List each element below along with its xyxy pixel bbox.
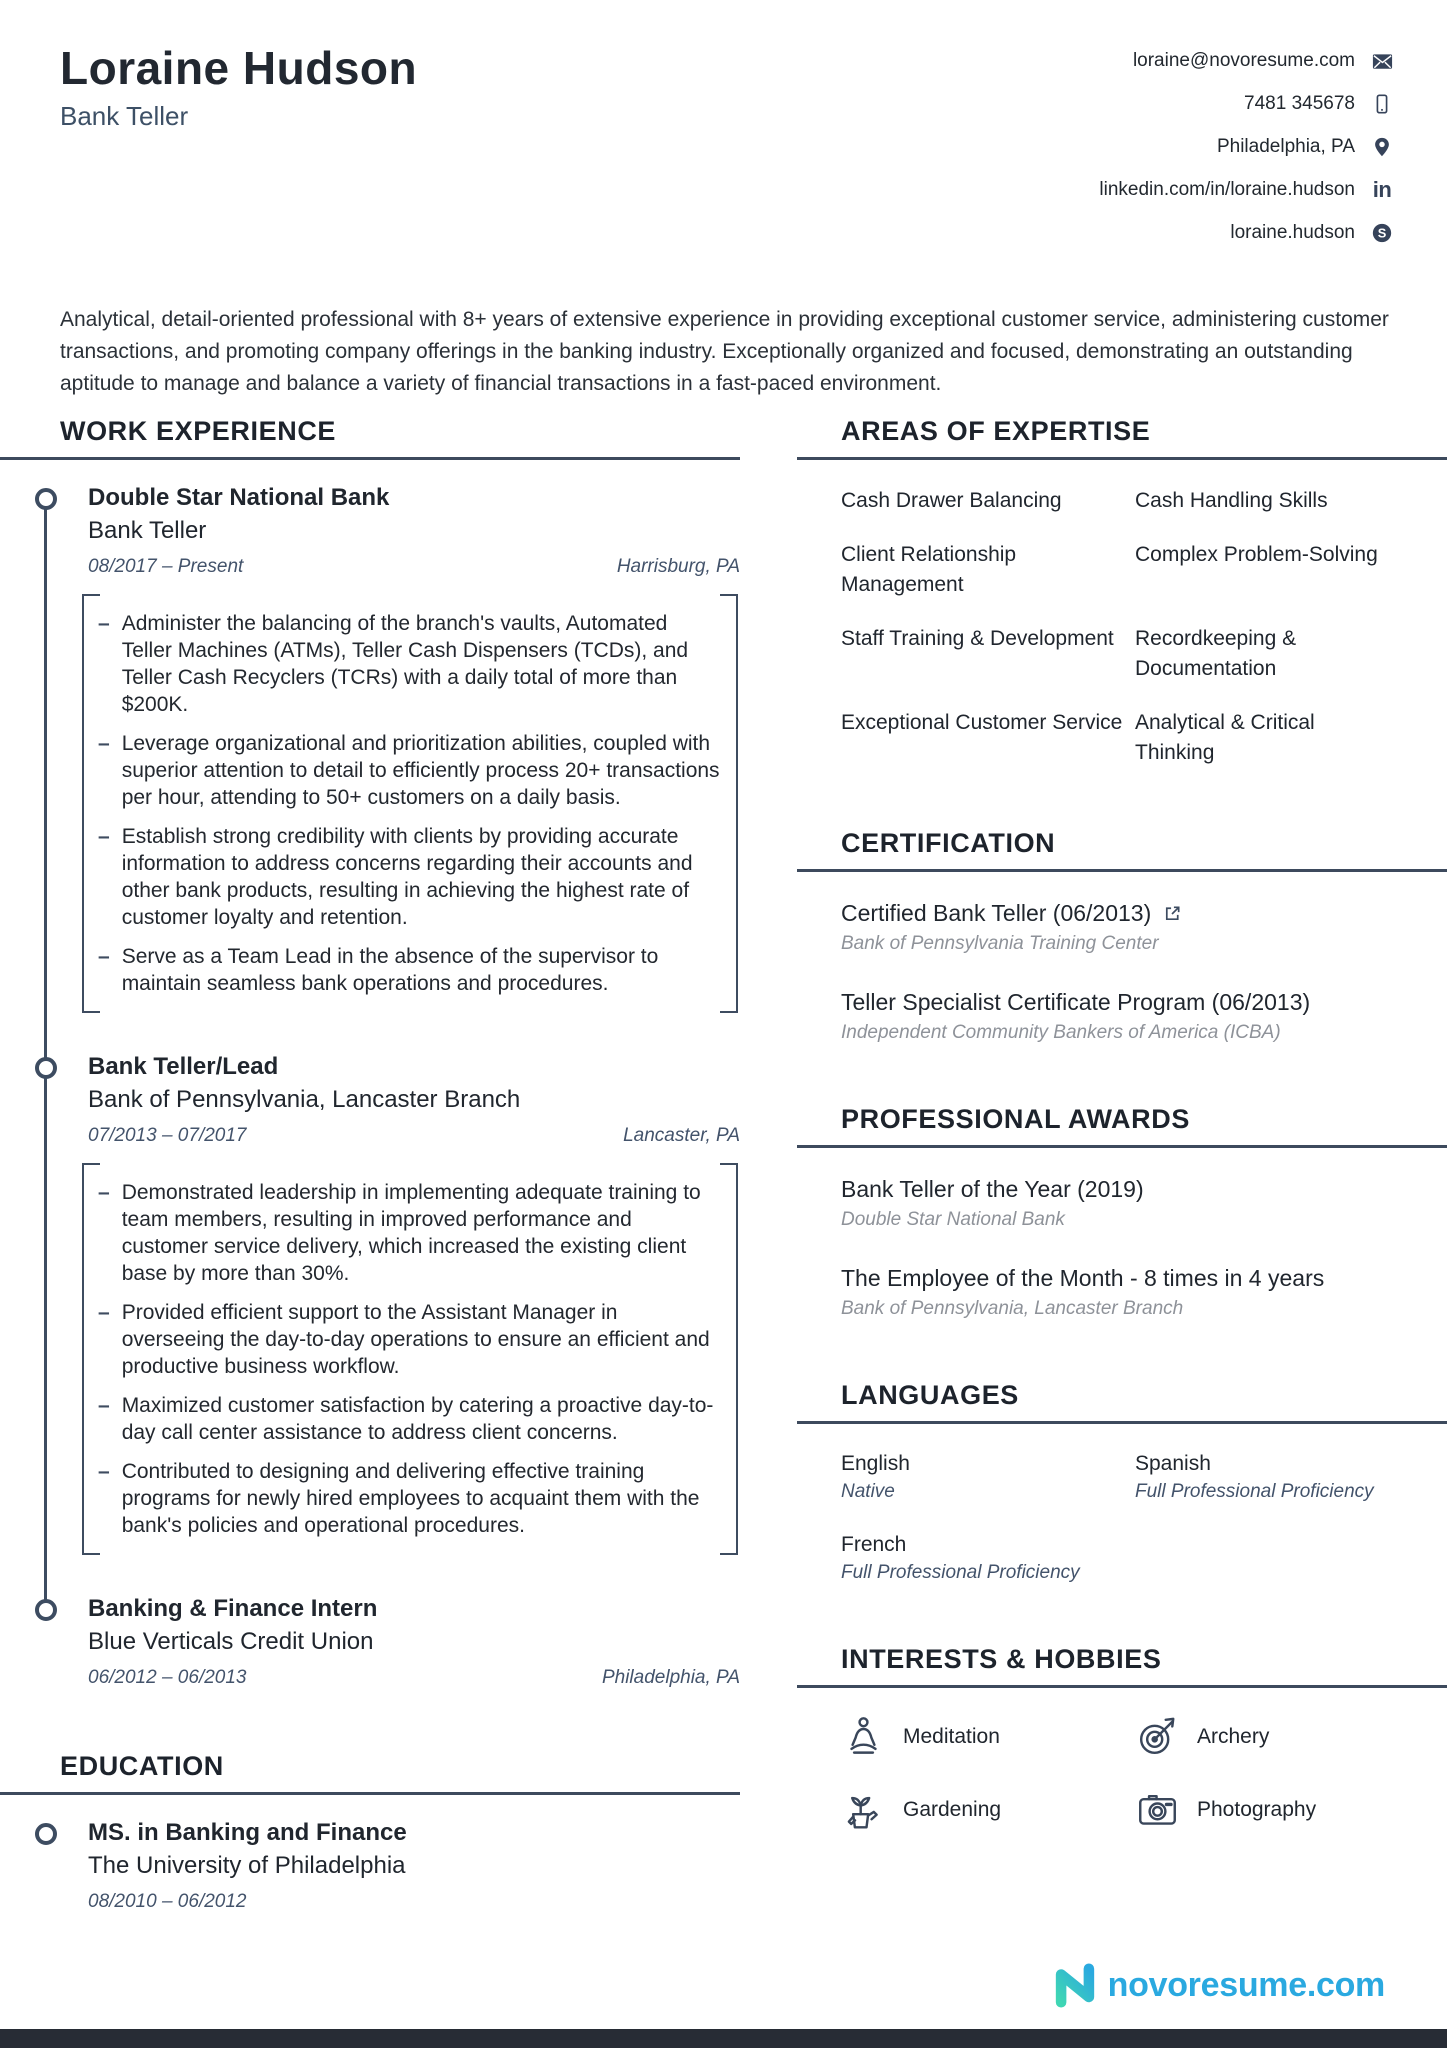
work-entry-dates: 08/2017 – Present — [88, 556, 244, 577]
section-rule — [0, 457, 740, 460]
timeline-node-icon — [35, 1599, 57, 1621]
bullet-item — [98, 1179, 720, 1287]
email-icon — [1369, 50, 1395, 73]
bullet-item — [98, 823, 720, 931]
languages-section-title: LANGUAGES — [841, 1380, 1019, 1410]
bullet-text: Provided efficient support to the Assistant Manager in overseeing the day-to-day operations to ensure an efficient and productive business workflow. — [121, 1301, 710, 1378]
section-languages — [797, 1380, 1447, 1584]
contact-skype[interactable] — [1099, 220, 1395, 246]
contact-email[interactable] — [1099, 48, 1395, 74]
work-entry-location: Harrisburg, PA — [616, 556, 740, 577]
hobby-label: Photography — [1197, 1797, 1317, 1821]
language-level: Full Professional Proficiency — [841, 1562, 1080, 1583]
work-entry-meta — [88, 1667, 740, 1689]
education-school: The University of Philadelphia — [88, 1852, 406, 1879]
hobbies-grid — [841, 1714, 1395, 1832]
bullet-dash: – — [98, 732, 110, 755]
bullet-dash: – — [98, 1394, 110, 1417]
awards-section-title: PROFESSIONAL AWARDS — [841, 1104, 1190, 1134]
timeline-node-icon — [35, 1057, 57, 1079]
work-entry — [0, 1595, 740, 1689]
skill-item: Complex Problem-Solving — [1135, 543, 1378, 566]
novoresume-logo-icon — [1052, 1962, 1098, 2008]
section-rule — [797, 1145, 1447, 1148]
work-entry-meta — [88, 1125, 740, 1147]
contact-list — [1099, 44, 1395, 246]
bullet-dash: – — [98, 1460, 110, 1483]
language-item — [841, 1452, 1135, 1503]
section-expertise — [797, 416, 1447, 768]
bullet-item — [98, 943, 720, 997]
languages-grid — [841, 1452, 1395, 1584]
work-entry-subheading: Blue Verticals Credit Union — [88, 1628, 374, 1655]
certification-org: Bank of Pennsylvania Training Center — [841, 933, 1159, 954]
timeline-node-icon — [35, 1823, 57, 1845]
contact-linkedin[interactable] — [1099, 177, 1395, 203]
language-name: English — [841, 1452, 910, 1475]
education-degree: MS. in Banking and Finance — [88, 1819, 407, 1846]
work-entry-location: Philadelphia, PA — [601, 1667, 740, 1688]
svg-text:S: S — [1377, 225, 1387, 241]
work-entry-heading: Double Star National Bank — [88, 484, 390, 511]
hobby-item — [841, 1714, 1135, 1759]
columns — [0, 416, 1447, 1913]
bullet-text: Maximized customer satisfaction by catering a proactive day-to-day call center assistance to address client concerns. — [121, 1394, 714, 1444]
certification-section-title: CERTIFICATION — [841, 828, 1056, 858]
language-level: Full Professional Proficiency — [1135, 1481, 1374, 1502]
hobby-label: Meditation — [903, 1724, 1000, 1748]
section-rule — [797, 1685, 1447, 1688]
section-certification — [797, 828, 1447, 1044]
work-entry-subheading: Bank Teller — [88, 517, 207, 544]
header — [0, 0, 1447, 246]
work-entry-dates: 06/2012 – 06/2013 — [88, 1667, 247, 1688]
meditation-icon — [841, 1714, 886, 1759]
phone-icon — [1369, 93, 1395, 115]
hobby-item — [1135, 1714, 1395, 1759]
award-name: The Employee of the Month - 8 times in 4 years — [841, 1265, 1325, 1291]
left-column — [0, 416, 740, 1913]
skill-item: Client Relationship Management — [841, 543, 1017, 596]
section-rule — [0, 1792, 740, 1795]
work-entry-subheading: Bank of Pennsylvania, Lancaster Branch — [88, 1086, 521, 1113]
bullet-text: Demonstrated leadership in implementing adequate training to team members, resulting in improved performance and customer service delivery, which increased the existing client base by more than 30%. — [121, 1181, 701, 1285]
bullet-dash: – — [98, 1301, 110, 1324]
timeline-connector — [44, 1077, 47, 1601]
bullet-dash: – — [98, 825, 110, 848]
education-timeline — [0, 1819, 740, 1913]
location-pin-icon — [1369, 136, 1395, 158]
certification-item — [841, 989, 1395, 1044]
education-section-title: EDUCATION — [60, 1751, 224, 1781]
contact-email-value[interactable]: loraine@novoresume.com — [1132, 50, 1355, 71]
work-entry-location: Lancaster, PA — [623, 1125, 740, 1146]
skype-icon — [1369, 222, 1395, 244]
skill-item: Staff Training & Development — [841, 627, 1114, 650]
section-rule — [797, 869, 1447, 872]
bullet-item — [98, 1299, 720, 1380]
work-section-title: WORK EXPERIENCE — [60, 416, 337, 446]
bullet-item — [98, 1392, 720, 1446]
hobby-label: Archery — [1197, 1724, 1270, 1748]
contact-phone — [1099, 91, 1395, 117]
hobby-label: Gardening — [903, 1797, 1002, 1821]
award-name: Bank Teller of the Year (2019) — [841, 1176, 1144, 1202]
external-link-icon[interactable] — [1163, 904, 1182, 923]
right-column — [797, 416, 1447, 1913]
novoresume-brand-link[interactable] — [1052, 1962, 1385, 2008]
archery-icon — [1135, 1714, 1180, 1759]
education-entry — [0, 1819, 740, 1913]
language-name: Spanish — [1135, 1452, 1211, 1475]
work-entry — [0, 1053, 740, 1555]
work-entry-heading: Bank Teller/Lead — [88, 1053, 279, 1080]
section-education — [0, 1751, 740, 1913]
work-entry-heading: Banking & Finance Intern — [88, 1595, 378, 1622]
certification-org: Independent Community Bankers of America (ICBA) — [841, 1022, 1281, 1043]
section-rule — [797, 457, 1447, 460]
person-name: Loraine Hudson — [60, 42, 418, 94]
bullet-dash: – — [98, 612, 110, 635]
certification-name: Certified Bank Teller (06/2013) — [841, 900, 1152, 926]
expertise-section-title: AREAS OF EXPERTISE — [841, 416, 1151, 446]
work-timeline — [0, 484, 740, 1689]
hobby-item — [841, 1787, 1135, 1832]
section-hobbies — [797, 1644, 1447, 1832]
bullet-text: Administer the balancing of the branch's vaults, Automated Teller Machines (ATMs), Teller Cash Dispensers (TCDs), and Teller Cash Recyclers (TCRs) with a daily total of more than $200K. — [121, 612, 689, 716]
skills-grid — [841, 486, 1395, 768]
work-entry-meta — [88, 556, 740, 578]
hobby-item — [1135, 1787, 1395, 1832]
section-work-experience — [0, 416, 740, 1689]
bullet-text: Contributed to designing and delivering effective training programs for newly hired employees to acquaint them with the bank's policies and operational procedures. — [121, 1460, 700, 1537]
person-job-title: Bank Teller — [60, 101, 189, 132]
education-meta — [88, 1891, 740, 1913]
gardening-icon — [841, 1787, 886, 1832]
brand-text[interactable]: novoresume.com — [1107, 1965, 1385, 2004]
contact-location — [1099, 134, 1395, 160]
award-org: Bank of Pennsylvania, Lancaster Branch — [841, 1298, 1184, 1319]
contact-location-value: Philadelphia, PA — [1216, 136, 1355, 157]
skill-item: Recordkeeping & Documentation — [1135, 627, 1297, 680]
skill-item: Cash Handling Skills — [1135, 489, 1328, 512]
section-rule — [797, 1421, 1447, 1424]
work-bullet-list — [82, 594, 738, 1013]
profile-summary: Analytical, detail-oriented professional with 8+ years of extensive experience in providing exceptional customer service, administering customer transactions, and promoting company offerings in the banking industry. Exceptionally organized and focused, demonstrating an outstanding aptitude to manage and balance a variety of financial transactions in a fast-paced environment. — [60, 308, 1389, 395]
photography-icon — [1135, 1787, 1180, 1832]
hobbies-section-title: INTERESTS & HOBBIES — [841, 1644, 1162, 1674]
language-item — [841, 1533, 1135, 1584]
bullet-text: Serve as a Team Lead in the absence of the supervisor to maintain seamless bank operations and procedures. — [121, 945, 659, 995]
bullet-item — [98, 610, 720, 718]
linkedin-icon: in — [1372, 177, 1392, 202]
language-name: French — [841, 1533, 907, 1556]
bottom-bar — [0, 2029, 1447, 2048]
contact-linkedin-value[interactable]: linkedin.com/in/loraine.hudson — [1099, 179, 1355, 200]
timeline-connector — [44, 508, 47, 1059]
language-item — [1135, 1452, 1395, 1503]
award-org: Double Star National Bank — [841, 1209, 1065, 1230]
bullet-dash: – — [98, 945, 110, 968]
work-entry — [0, 484, 740, 1013]
identity-block — [60, 44, 417, 246]
award-item — [841, 1265, 1395, 1320]
bullet-item — [98, 1458, 720, 1539]
bullet-text: Leverage organizational and prioritization abilities, coupled with superior attention to detail to efficiently process 20+ transactions per hour, attending to 50+ customers on a daily basis. — [121, 732, 720, 809]
education-dates: 08/2010 – 06/2012 — [88, 1891, 247, 1912]
contact-skype-value[interactable]: loraine.hudson — [1230, 222, 1355, 243]
timeline-node-icon — [35, 488, 57, 510]
section-awards — [797, 1104, 1447, 1320]
bullet-dash: – — [98, 1181, 110, 1204]
award-item — [841, 1176, 1395, 1231]
work-bullet-list — [82, 1163, 738, 1555]
contact-phone-value: 7481 345678 — [1244, 93, 1355, 114]
bullet-text: Establish strong credibility with clients by providing accurate information to address concerns regarding their accounts and other bank products, resulting in achieving the highest rate of customer loyalty and retention. — [121, 825, 693, 929]
skill-item: Cash Drawer Balancing — [841, 489, 1062, 512]
skill-item: Exceptional Customer Service — [841, 711, 1123, 734]
language-level: Native — [841, 1481, 895, 1502]
certification-name: Teller Specialist Certificate Program (06/2013) — [841, 989, 1311, 1015]
work-entry-dates: 07/2013 – 07/2017 — [88, 1125, 247, 1146]
skill-item: Analytical & Critical Thinking — [1135, 711, 1315, 764]
certification-item — [841, 900, 1395, 955]
bullet-item — [98, 730, 720, 811]
